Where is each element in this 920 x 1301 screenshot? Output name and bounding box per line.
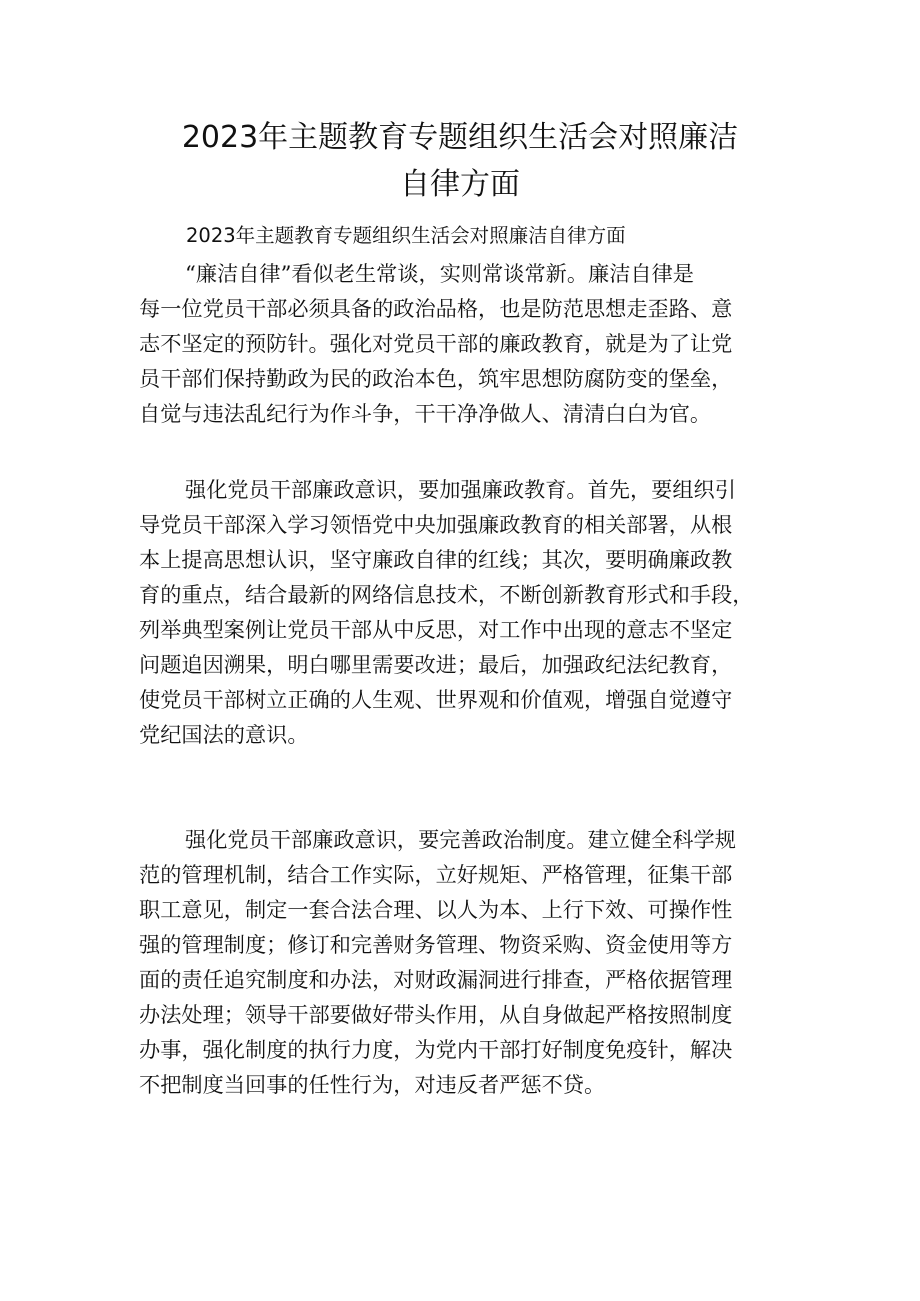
paragraph-line: 职工意见，制定一套合法合理、以人为本、上行下效、可操作性 <box>139 897 733 922</box>
paragraph-line: 不把制度当回事的任性行为，对违反者严惩不贷。 <box>139 1072 606 1097</box>
paragraph-line: 自觉与违法乱纪行为作斗争，干干净净做人、清清白白为官。 <box>139 401 712 426</box>
paragraph-line: 志不坚定的预防针。强化对党员干部的廉政教育，就是为了让党 <box>139 331 733 356</box>
paragraph-line: 问题追因溯果，明白哪里需要改进；最后，加强政纪法纪教育， <box>139 652 733 677</box>
paragraph-line: 办事，强化制度的执行力度，为党内干部打好制度免疫针，解决 <box>139 1037 733 1062</box>
paragraph-line: 本上提高思想认识，坚守廉政自律的红线；其次，要明确廉政教 <box>139 547 733 572</box>
title-line: 自律方面 <box>400 167 520 202</box>
paragraph-line: “廉洁自律”看似老生常谈，实则常谈常新。廉洁自律是 <box>185 261 694 286</box>
paragraph <box>139 472 799 752</box>
paragraph-line: 强的管理制度；修订和完善财务管理、物资采购、资金使用等方 <box>139 932 733 957</box>
paragraph <box>139 822 799 1102</box>
paragraph <box>139 256 799 431</box>
paragraph-line: 员干部们保持勤政为民的政治本色，筑牢思想防腐防变的堡垒， <box>139 366 733 391</box>
title-line: 2023年主题教育专题组织生活会对照廉洁 <box>181 120 739 155</box>
paragraph-line: 强化党员干部廉政意识，要完善政治制度。建立健全科学规 <box>185 827 736 852</box>
paragraph-line: 强化党员干部廉政意识，要加强廉政教育。首先，要组织引 <box>185 477 736 502</box>
paragraph-line: 列举典型案例让党员干部从中反思，对工作中出现的意志不坚定 <box>139 617 733 642</box>
document-subtitle: 2023年主题教育专题组织生活会对照廉洁自律方面 <box>186 224 626 247</box>
paragraph-line: 使党员干部树立正确的人生观、世界观和价值观，增强自觉遵守 <box>139 687 733 712</box>
paragraph-line: 每一位党员干部必须具备的政治品格，也是防范思想走歪路、意 <box>139 296 733 321</box>
paragraph-line: 育的重点，结合最新的网络信息技术，不断创新教育形式和手段， <box>139 582 754 607</box>
paragraph-line: 导党员干部深入学习领悟党中央加强廉政教育的相关部署，从根 <box>139 512 733 537</box>
paragraph-line: 范的管理机制，结合工作实际，立好规矩、严格管理，征集干部 <box>139 862 733 887</box>
paragraph-line: 办法处理；领导干部要做好带头作用，从自身做起严格按照制度 <box>139 1002 733 1027</box>
paragraph-line: 党纪国法的意识。 <box>139 722 309 747</box>
document-title <box>140 114 780 208</box>
paragraph-line: 面的责任追究制度和办法，对财政漏洞进行排查，严格依据管理 <box>139 967 733 992</box>
